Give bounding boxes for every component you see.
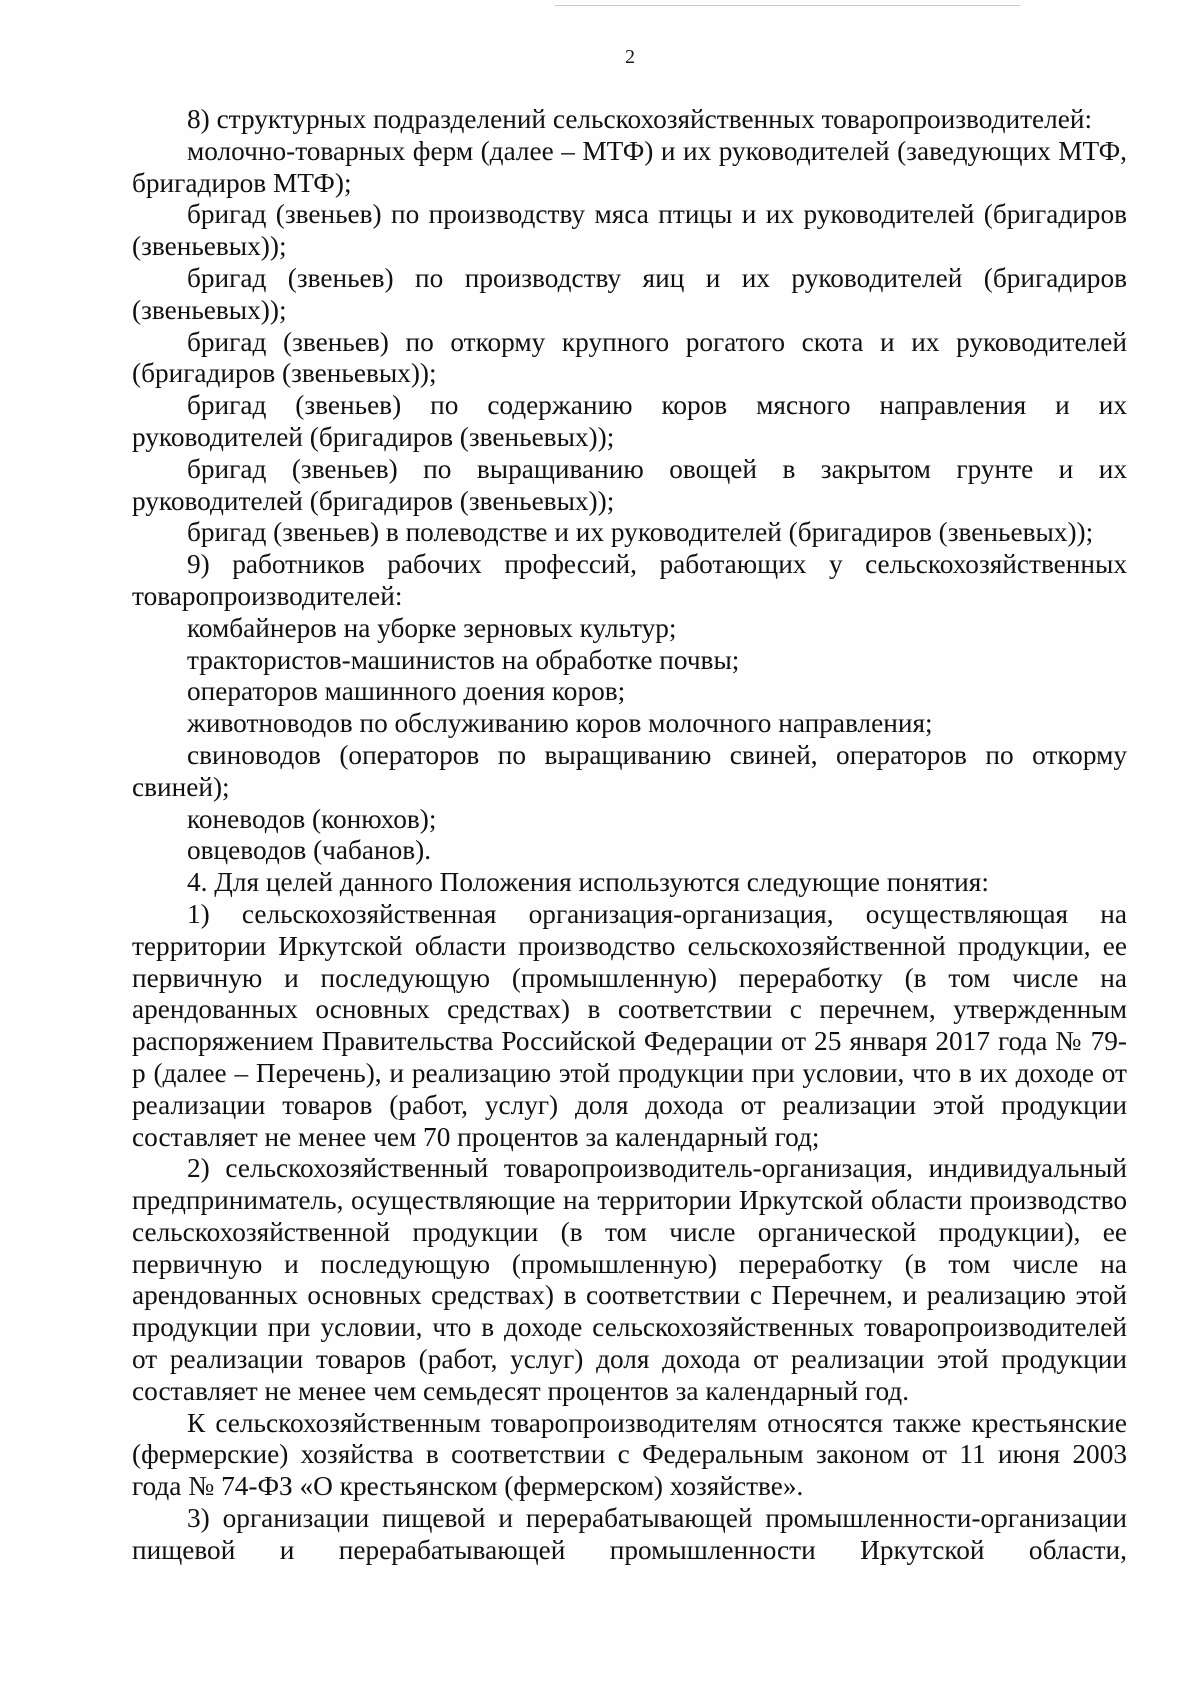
- paragraph-section-8: 8) структурных подразделений сельскохозяйственных товаропроизводителей:: [187, 104, 1093, 134]
- paragraph-milking-operators: операторов машинного доения коров;: [187, 676, 626, 707]
- page-number: 2: [625, 46, 635, 68]
- paragraph-combine-operators: комбайнеров на уборке зерновых культур;: [187, 612, 677, 643]
- paragraph-definition-1: 1) сельскохозяйственная организация-организация, осуществляющая на территории Иркутской области производство сельскохозяйственной продукции, ее первичную и последующую (промышленную) переработку (в том числе на арендованных основных средствах) в соответствии с перечнем, утвержденным распоряжением Правительства Российской Федерации от 25 января 2017 года № 79-р (далее – Перечень), и реализацию этой продукции при условии, что в их доходе от реализации товаров (работ, услуг) доля дохода от реализации этой продукции составляет не менее чем 70 процентов за календарный год;: [132, 898, 1127, 1152]
- paragraph-pig-breeders: свиноводов (операторов по выращиванию свиней, операторов по откорму свиней);: [132, 739, 1127, 802]
- paragraph-section-4: 4. Для целей данного Положения используются следующие понятия:: [187, 867, 989, 898]
- paragraph-beef-cows: бригад (звеньев) по содержанию коров мясного направления и их руководителей (бригадиров (звеньевых));: [132, 390, 1127, 452]
- paragraph-definition-3: 3) организации пищевой и перерабатывающей промышленности-организации пищевой и перерабатывающей промышленности Иркутской области,: [132, 1503, 1127, 1565]
- paragraph-farmers-note: К сельскохозяйственным товаропроизводителям относятся также крестьянские (фермерские) хозяйства в соответствии с Федеральным законом от 11 июня 2003 года № 74-ФЗ «О крестьянском (фермерском) хозяйстве».: [132, 1407, 1127, 1502]
- paragraph-poultry-meat: бригад (звеньев) по производству мяса птицы и их руководителей (бригадиров (звеньевых));: [132, 199, 1127, 262]
- paragraph-cattle-fattening: бригад (звеньев) по откорму крупного рогатого скота и их руководителей (бригадиров (звеньевых));: [132, 326, 1127, 389]
- scan-artifact-line: [555, 5, 1020, 6]
- paragraph-sheep-breeders: овцеводов (чабанов).: [187, 835, 432, 866]
- paragraph-eggs: бригад (звеньев) по производству яиц и их руководителей (бригадиров (звеньевых));: [132, 262, 1127, 325]
- document-body: [132, 104, 1127, 1567]
- paragraph-greenhouse-vegetables: бригад (звеньев) по выращиванию овощей в закрытом грунте и их руководителей (бригадиров (звеньевых));: [132, 453, 1127, 516]
- paragraph-dairy-farms: молочно-товарных ферм (далее – МТФ) и их руководителей (заведующих МТФ, бригадиров МТФ);: [132, 135, 1127, 198]
- paragraph-horse-breeders: коневодов (конюхов);: [187, 803, 437, 834]
- paragraph-field-crops: бригад (звеньев) в полеводстве и их руководителей (бригадиров (звеньевых));: [187, 517, 1094, 548]
- paragraph-tractor-drivers: трактористов-машинистов на обработке почвы;: [187, 644, 740, 675]
- paragraph-section-9: 9) работников рабочих профессий, работающих у сельскохозяйственных товаропроизводителей:: [132, 549, 1127, 611]
- paragraph-livestock-workers: животноводов по обслуживанию коров молочного направления;: [187, 708, 933, 739]
- paragraph-definition-2: 2) сельскохозяйственный товаропроизводитель-организация, индивидуальный предприниматель, осуществляющие на территории Иркутской области производство сельскохозяйственной продукции (в том числе органической продукции), ее первичную и последующую (промышленную) переработку (в том числе на арендованных основных средствах) в соответствии с Перечнем, и реализацию этой продукции при условии, что в доходе сельскохозяйственных товаропроизводителей от реализации товаров (работ, услуг) доля дохода от реализации этой продукции составляет не менее чем семьдесят процентов за календарный год.: [132, 1153, 1127, 1406]
